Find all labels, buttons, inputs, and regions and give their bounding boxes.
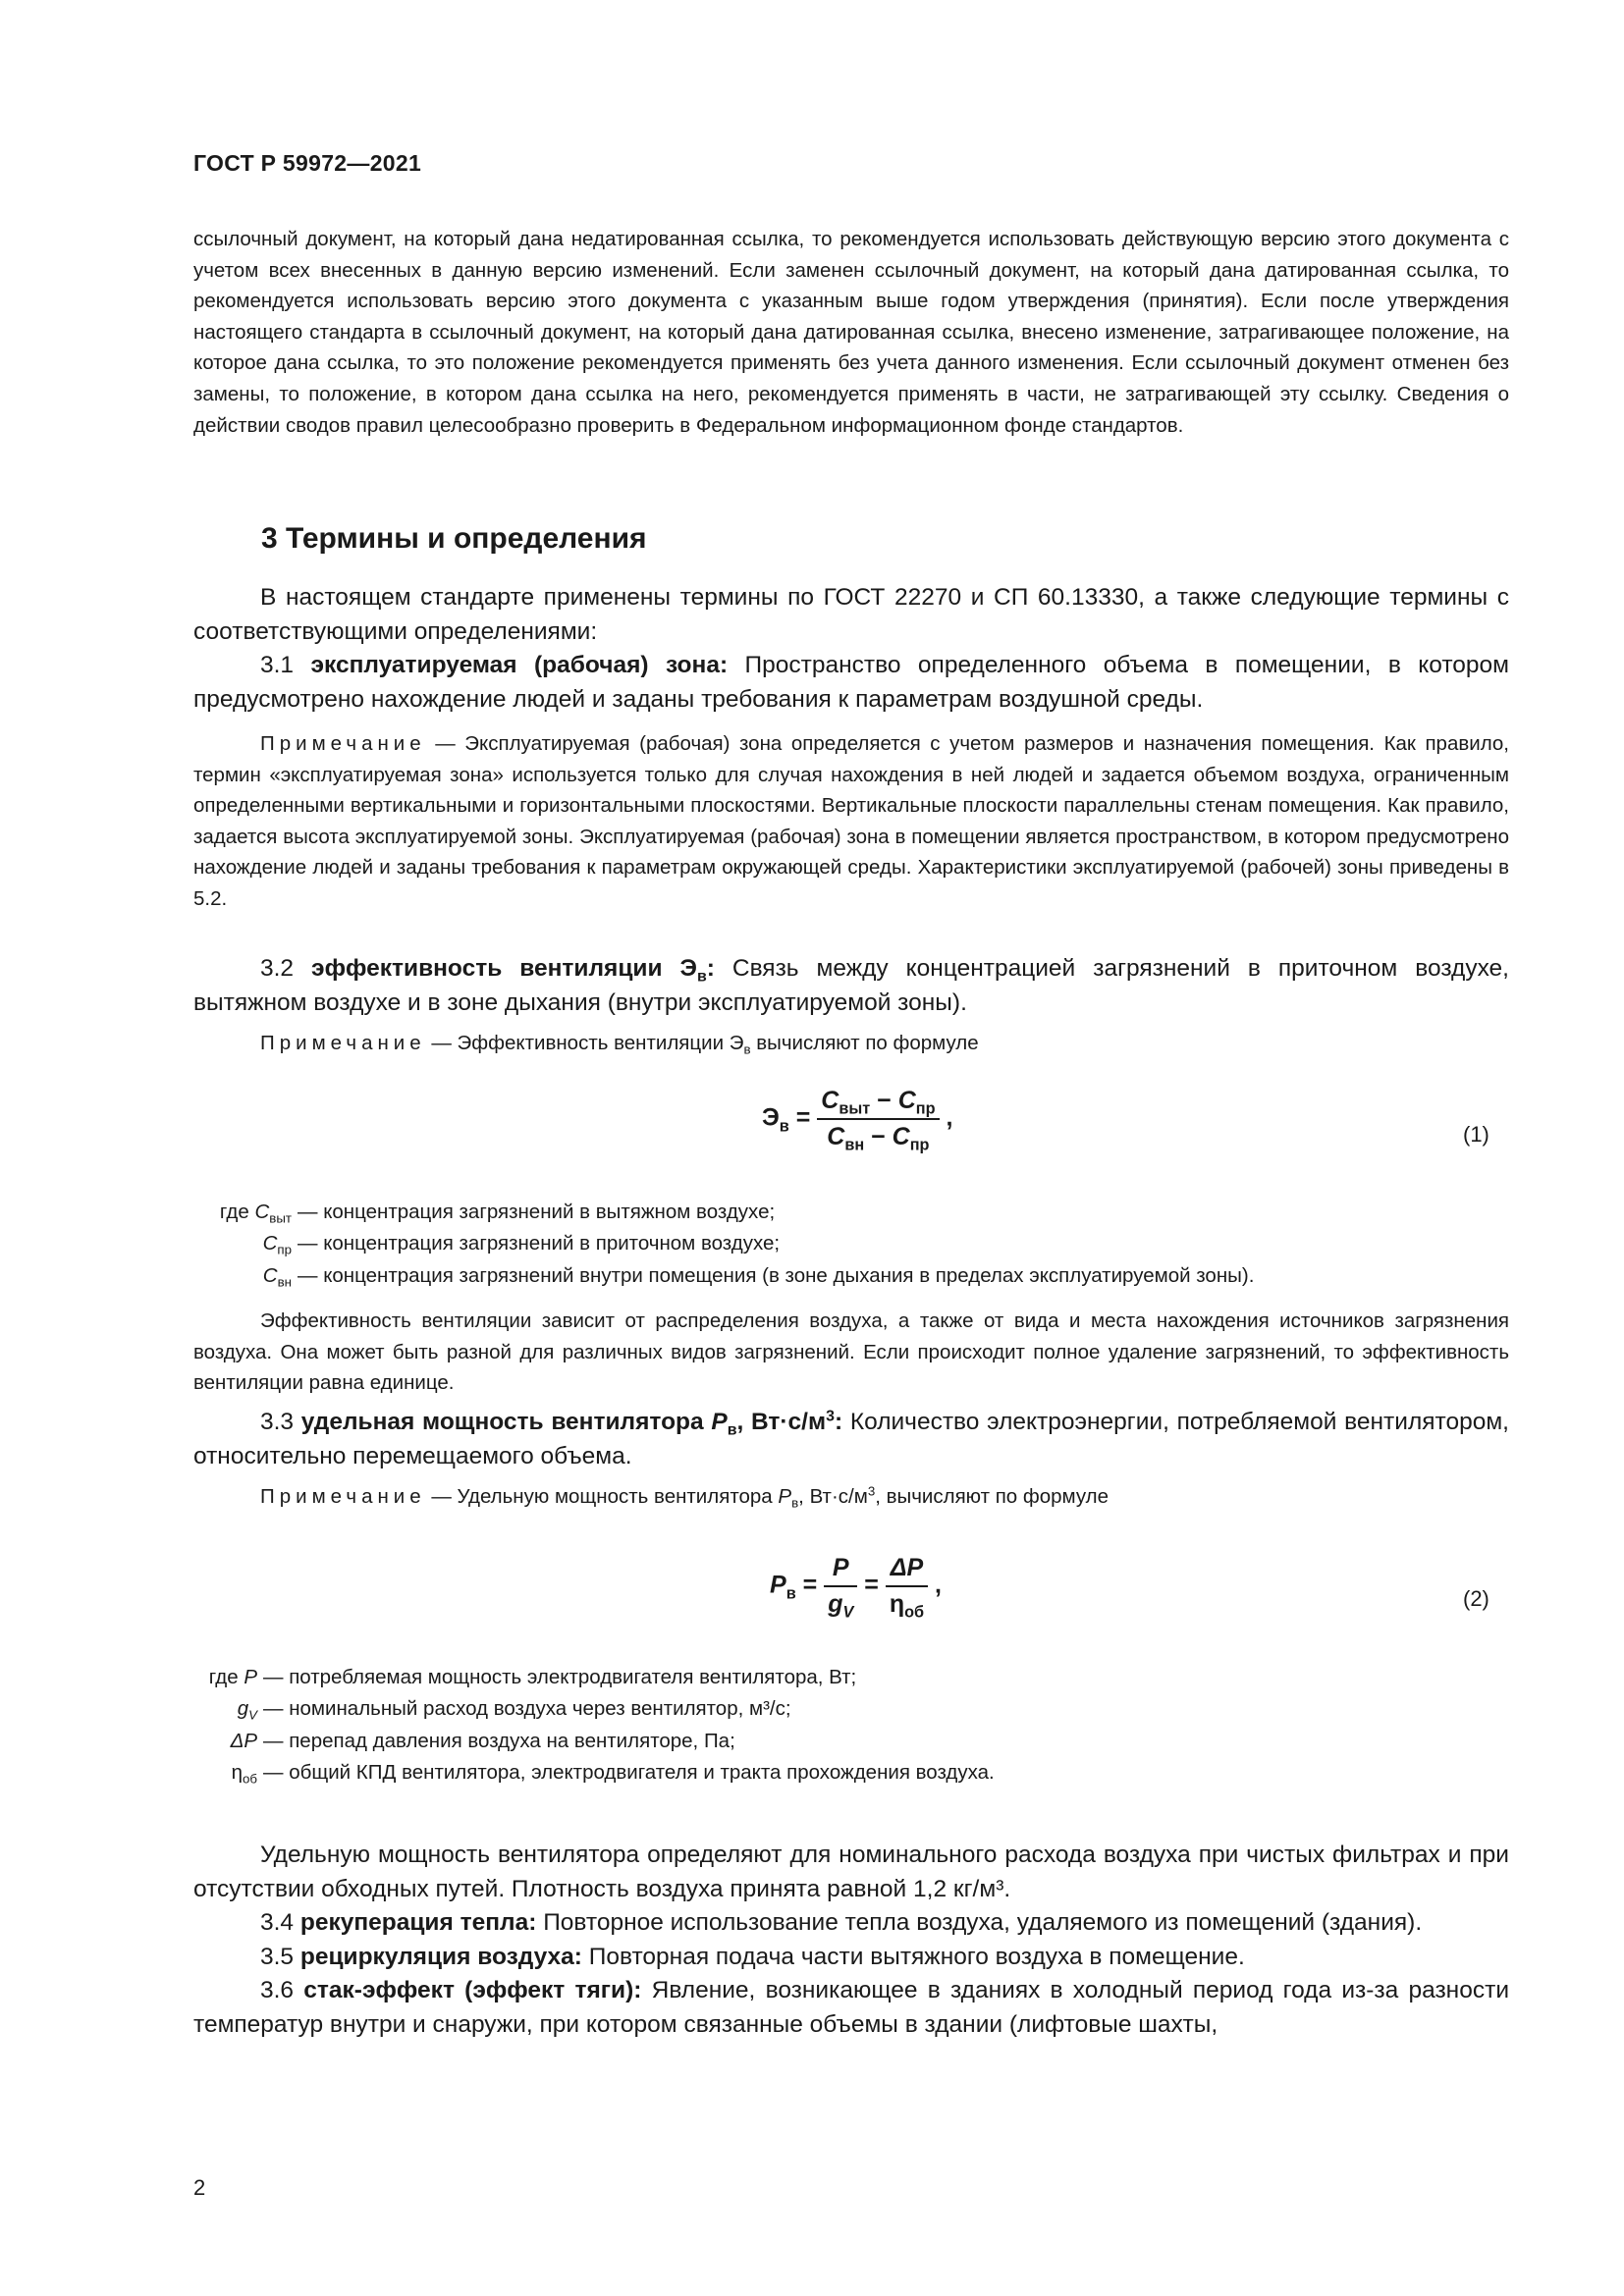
term-number: 3.1 — [260, 652, 295, 678]
where-word: где — [219, 1201, 249, 1223]
term-3-3: 3.3 удельная мощность вентилятора $P_в$, $Вт\cdot с/м^3$: Количество электроэнергии, потребляемой вентилятором, относительно перемещаемого объема. — [193, 1408, 1509, 1469]
formula-fraction: $\frac{P}{g_V}$ — [824, 1554, 857, 1619]
formula-lhs: Э — [762, 1103, 780, 1132]
term-number: 3.3 — [260, 1409, 295, 1435]
term-name: эффективность вентиляции Э — [311, 955, 697, 982]
section-title: 3 Термины и определения — [261, 522, 647, 555]
term-subscript: в — [696, 968, 707, 986]
note-3-2 — [193, 1028, 1509, 1059]
section-body-top — [193, 581, 1509, 717]
term-name: рекуперация тепла: — [299, 1909, 537, 1936]
where-row: $\eta_{об}$ — общий КПД вентилятора, электродвигателя и тракта прохождения воздуха. — [231, 1760, 995, 1787]
intro-text: ссылочный документ, на который дана недатированная ссылка, то рекомендуется использовать действующую версию этого документа с учетом всех внесенных в данную версию изменений. Если заменен ссылочный документ, на который дана датированная ссылка, то рекомендуется использовать версию этого документа с указанным выше годом утверждения (принятия). Если после утверждения настоящего стандарта в ссылочный документ, на который дана датированная ссылка, внесено изменение, затрагивающее положение, на которое дана ссылка, то это положение рекомендуется применять без учета данного изменения. Если ссылочный документ отменен без замены, то положение, в котором дана ссылка на него, рекомендуется применять в части, не затрагивающей эту ссылку. Сведения о действии сводов правил целесообразно проверить в Федеральном информационном фонде стандартов. — [193, 228, 1509, 437]
paragraph-after-3-3: Удельную мощность вентилятора определяют для номинального расхода воздуха при чистых фильтрах и при отсутствии обходных путей. Плотность воздуха принята равной 1,2 кг/м³. — [193, 1842, 1509, 1902]
note-text: — Эффективность вентиляции Э — [431, 1032, 744, 1054]
formula-2: $P_в$ = $\frac{P}{g_V}$ = $\frac{\Delta P}{\eta_{об}}$ , — [770, 1554, 942, 1622]
term-name: эксплуатируемая (рабочая) зона: — [310, 652, 729, 678]
where-list-1 — [193, 1197, 1509, 1292]
term-name: рециркуляция воздуха: — [299, 1943, 582, 1970]
paragraph-text: Эффективность вентиляции зависит от распределения воздуха, а также от вида и места нахождения источников загрязнения воздуха. Она может быть разной для различных видов загрязнений. Если происходит полное удаление загрязнений, то эффективность вентиляции равна единице. — [193, 1309, 1509, 1395]
term-3-4: 3.4 рекуперация тепла: Повторное использование тепла воздуха, удаляемого из помещений (здания). — [260, 1909, 1423, 1936]
note-label: Примечание — [260, 1485, 426, 1508]
term-definition: Связь между концентрацией загрязнений в приточном воздухе, вытяжном воздухе и в зоне дыхания (внутри эксплуатируемой зоны). — [193, 955, 1509, 1016]
note-text-tail: вычисляют по формуле — [756, 1032, 979, 1054]
note-3-3: Примечание — Удельную мощность вентилятора $P_в$, $Вт\cdot с/м^3$, вычисляют по формуле — [260, 1483, 1110, 1511]
note-text: — Удельную мощность вентилятора — [431, 1485, 773, 1508]
where-row: где P — потребляемая мощность электродвигателя вентилятора, Вт; — [208, 1666, 857, 1688]
formula-1-number: (1) — [1463, 1122, 1489, 1147]
intro-paragraph — [193, 224, 1509, 441]
term-definition: Повторное использование тепла воздуха, удаляемого из помещений (здания). — [543, 1909, 1423, 1936]
section-intro: В настоящем стандарте применены термины по ГОСТ 22270 и СП 60.13330, а также следующие термины с соответствующими определениями: — [193, 584, 1509, 645]
term-definition: Количество электроэнергии, потребляемой вентилятором, относительно перемещаемого объема. — [193, 1409, 1509, 1469]
note-text: — Эксплуатируемая (рабочая) зона определяется с учетом размеров и назначения помещения. Как правило, термин «эксплуатируемая зона» используется только для случая нахождения в ней людей и задается объемом воздуха, ограниченным определенными вертикальными и горизонтальными плоскостями. Вертикальные плоскости параллельны стенам помещения. Как правило, задается высота эксплуатируемой зоны. Эксплуатируемая (рабочая) зона в помещении является пространством, в котором предусмотрено нахождение людей и заданы требования к параметрам окружающей среды. Характеристики эксплуатируемой (рабочей) зоны приведены в 5.2. — [193, 732, 1509, 910]
formula-fraction: $\frac{\Delta P}{\eta_{об}}$ — [886, 1554, 928, 1619]
where-row: где $C_{выт}$ — концентрация загрязнений в вытяжном воздухе; — [219, 1201, 776, 1226]
note-label: Примечание — [260, 732, 426, 755]
paragraph-after-3-2 — [193, 1306, 1509, 1399]
formula-2-number: (2) — [1463, 1586, 1489, 1611]
term-3-2: 3.2 эффективность вентиляции $Э_в$: Связь между концентрацией загрязнений в приточном воздухе, вытяжном воздухе и в зоне дыхания (внутри эксплуатируемой зоны). — [193, 955, 1509, 1016]
formula-lhs-sub: в — [779, 1117, 789, 1136]
term-definition: Пространство определенного объема в помещении, в котором предусмотрено нахождение людей и заданы требования к параметрам воздушной среды. — [193, 652, 1510, 713]
where-row: ΔP — перепад давления воздуха на вентиляторе, Па; — [230, 1729, 735, 1752]
term-name: стак-эффект (эффект тяги): — [303, 1977, 642, 2003]
note-subscript: в — [743, 1041, 751, 1057]
term-definition: Явление, возникающее в зданиях в холодный период года из-за разности температур внутри и снаружи, при котором связанные объемы в здании (лифтовые шахты, — [193, 1977, 1509, 2038]
section-body-bottom — [193, 1839, 1509, 2042]
where-row: $C_{пр}$ — концентрация загрязнений в приточном воздухе; — [262, 1232, 781, 1257]
page-number: 2 — [193, 2175, 206, 2200]
term-name: удельная мощность вентилятора — [300, 1409, 704, 1435]
term-number: 3.2 — [260, 955, 295, 982]
where-row: $g_V$ — номинальный расход воздуха через вентилятор, м³/с; — [237, 1697, 791, 1723]
term-3-6: 3.6 стак-эффект (эффект тяги): Явление, возникающее в зданиях в холодный период года из-за разности температур внутри и снаружи, при котором связанные объемы в здании (лифтовые шахты, — [193, 1977, 1509, 2038]
term-3-1 — [193, 649, 1509, 717]
where-list-2 — [193, 1662, 1509, 1789]
note-3-1 — [193, 728, 1509, 915]
term-3-5: 3.5 рециркуляция воздуха: Повторная подача части вытяжного воздуха в помещение. — [260, 1943, 1245, 1970]
formula-1: $Э_в$ = $\frac{C_{выт} - C_{пр}}{C_{вн} - C_{пр}}$ , — [762, 1087, 953, 1154]
term-definition: Повторная подача части вытяжного воздуха в помещение. — [588, 1943, 1245, 1970]
formula-fraction: $\frac{C_{выт} - C_{пр}}{C_{вн} - C_{пр}}$ — [817, 1087, 939, 1151]
document-header: ГОСТ Р 59972—2021 — [193, 150, 422, 176]
note-label: Примечание — [260, 1032, 426, 1054]
note-text-tail: , вычисляют по формуле — [875, 1485, 1110, 1508]
where-row: $C_{вн}$ — концентрация загрязнений внутри помещения (в зоне дыхания в пределах эксплуатируемой зоны). — [262, 1263, 1255, 1290]
